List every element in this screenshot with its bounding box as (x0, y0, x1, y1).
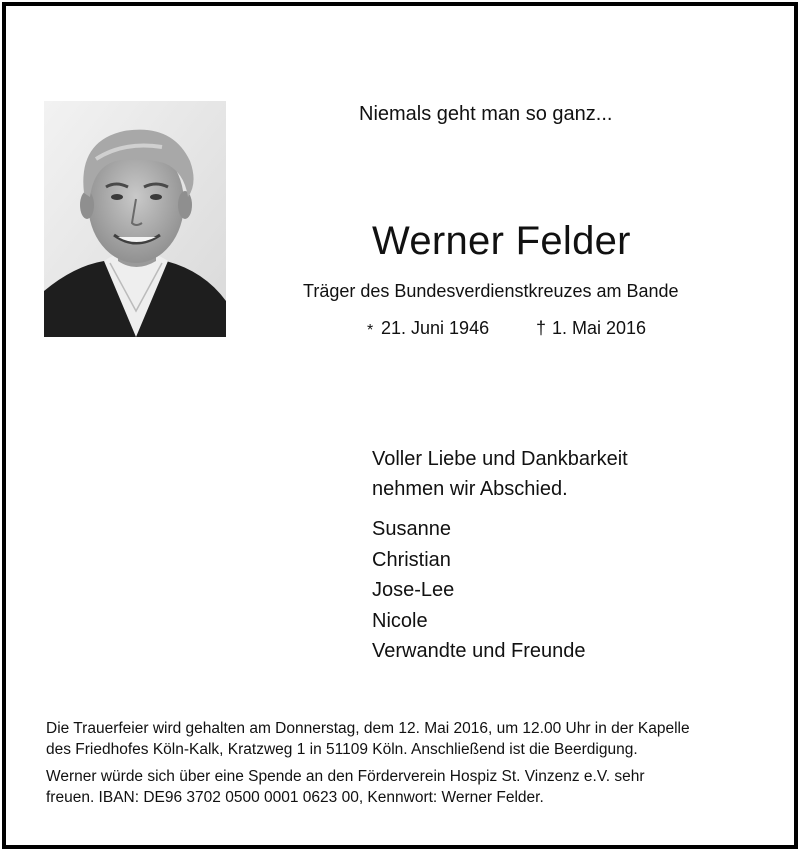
donation-details (46, 766, 645, 808)
donation-line: freuen. IBAN: DE96 3702 0500 0001 0623 00, Kennwort: Werner Felder. (46, 789, 544, 806)
farewell-line: Voller Liebe und Dankbarkeit (372, 448, 628, 470)
birth-symbol: * (367, 322, 374, 339)
deceased-name: Werner Felder (372, 219, 631, 263)
honor-line: Träger des Bundesverdienstkreuzes am Bande (303, 281, 679, 301)
donation-line: Werner würde sich über eine Spende an den Förderverein Hospiz St. Vinzenz e.V. sehr (46, 768, 645, 785)
birth-date: 21. Juni 1946 (381, 318, 490, 338)
mourners-list (372, 514, 586, 667)
death-date: 1. Mai 2016 (552, 318, 647, 338)
farewell-text (372, 444, 628, 504)
farewell-line: nehmen wir Abschied. (372, 478, 568, 500)
funeral-line: des Friedhofes Köln-Kalk, Kratzweg 1 in 51109 Köln. Anschließend ist die Beerdigung. (46, 741, 638, 758)
mourner-name: Susanne (372, 518, 451, 540)
funeral-details (46, 718, 690, 760)
motto: Niemals geht man so ganz... (359, 103, 613, 125)
funeral-line: Die Trauerfeier wird gehalten am Donnerstag, dem 12. Mai 2016, um 12.00 Uhr in der Kapelle (46, 720, 690, 737)
mourner-name: Nicole (372, 609, 428, 632)
mourner-name: Christian (372, 548, 451, 571)
death-cross-icon: † (536, 318, 547, 338)
mourner-name: Jose-Lee (372, 579, 455, 601)
mourner-name: Verwandte und Freunde (372, 640, 586, 662)
portrait-photo (44, 101, 226, 337)
